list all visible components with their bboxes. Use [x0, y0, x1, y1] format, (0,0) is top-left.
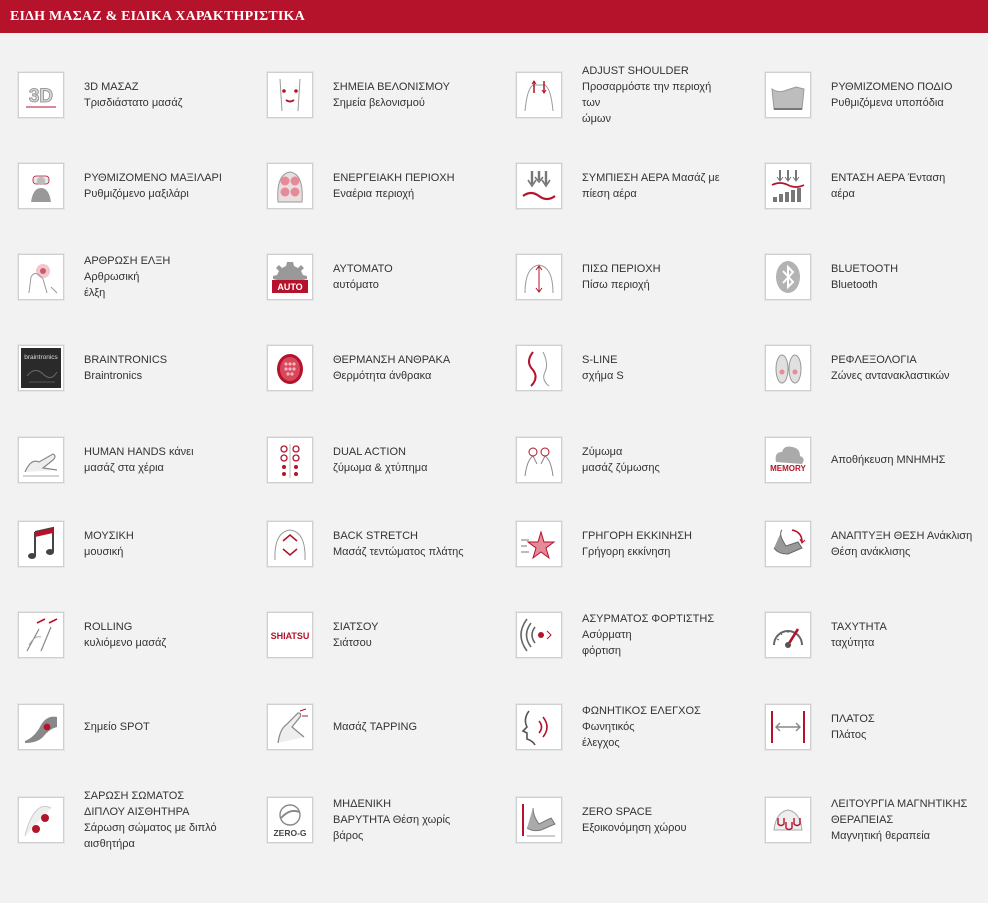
feature-label — [84, 788, 264, 852]
shiatsu-icon — [267, 612, 313, 658]
feature-item — [765, 687, 988, 767]
feature-item — [267, 504, 507, 584]
feature-label-line: Προσαρμόστε την περιοχή — [582, 81, 712, 93]
feature-label-line: ζύμωμα & χτύπημα — [333, 462, 428, 474]
feature-label-line: αισθητήρα — [84, 838, 135, 850]
feature-item — [516, 687, 756, 767]
feature-label-line: ΕΝΕΡΓΕΙΑΚΗ ΠΕΡΙΟΧΗ — [333, 172, 455, 184]
3d-icon — [18, 72, 64, 118]
feature-label-line: Ρυθμιζόμενο μαξιλάρι — [84, 188, 189, 200]
joint-traction-icon — [18, 254, 64, 300]
carbon-heating-icon — [267, 345, 313, 391]
feature-label-line: Σημείο SPOT — [84, 721, 150, 733]
svg-text:AUTO: AUTO — [277, 282, 303, 292]
feature-item — [765, 420, 988, 500]
feature-label-line: Εναέρια περιοχή — [333, 188, 415, 200]
back-area-icon — [516, 254, 562, 300]
feature-label-line: ΘΕΡΑΠΕΙΑΣ — [831, 814, 894, 826]
spot-icon — [18, 704, 64, 750]
zero-space-icon — [516, 797, 562, 843]
svg-text:braintronics: braintronics — [24, 354, 58, 361]
feature-label-line: Μασάζ TAPPING — [333, 721, 418, 733]
feature-item — [18, 687, 258, 767]
feature-item — [18, 237, 258, 317]
feature-item — [267, 687, 507, 767]
feature-label-line: ΣΑΡΩΣΗ ΣΩΜΑΤΟΣ — [84, 790, 185, 802]
feature-label — [582, 170, 762, 202]
feature-label-line: Ασύρματη — [582, 629, 632, 641]
adjust-shoulder-icon — [516, 72, 562, 118]
feature-item — [516, 237, 756, 317]
feature-label-line: μουσική — [84, 546, 124, 558]
feature-label — [831, 711, 988, 743]
feature-label — [333, 528, 513, 560]
feature-item — [18, 420, 258, 500]
feature-item — [18, 504, 258, 584]
voice-control-icon — [516, 704, 562, 750]
feature-label — [333, 444, 513, 476]
feature-label — [333, 261, 513, 293]
feature-label — [84, 253, 264, 301]
feature-label-line: Σιάτσου — [333, 637, 372, 649]
feature-item — [18, 55, 258, 135]
feature-label-line: Αποθήκευση ΜΝΗΜΗΣ — [831, 454, 946, 466]
feature-label-line: των — [582, 97, 601, 109]
feature-item — [18, 595, 258, 675]
feature-label-line: ΛΕΙΤΟΥΡΓΙΑ ΜΑΓΝΗΤΙΚΗΣ — [831, 798, 968, 810]
feature-label-line: ΒΑΡΥΤΗΤΑ Θέση χωρίς — [333, 814, 451, 826]
feature-label-line: Θέση ανάκλισης — [831, 546, 911, 558]
feature-label-line: ADJUST SHOULDER — [582, 65, 689, 77]
feature-label — [84, 352, 264, 384]
s-line-icon — [516, 345, 562, 391]
feature-label — [582, 63, 762, 127]
feature-label — [333, 619, 513, 651]
feature-label-line: S-LINE — [582, 354, 618, 366]
feature-label-line: Τρισδιάστατο μασάζ — [84, 97, 183, 109]
feature-label-line: ΑΥΤΟΜΑΤΟ — [333, 263, 393, 275]
air-compression-icon — [516, 163, 562, 209]
feature-item — [765, 55, 988, 135]
feature-label-line: ΓΡΗΓΟΡΗ ΕΚΚΙΝΗΣΗ — [582, 530, 692, 542]
human-hands-icon — [18, 437, 64, 483]
body-scan-icon — [18, 797, 64, 843]
feature-label-line: Φωνητικός — [582, 721, 635, 733]
wireless-charger-icon — [516, 612, 562, 658]
feature-label-line: ώμων — [582, 113, 612, 125]
feature-label — [84, 528, 264, 560]
footrest-icon — [765, 72, 811, 118]
feature-label-line: ΡΥΘΜΙΖΟΜΕΝΟ ΠΟΔΙΟ — [831, 81, 953, 93]
feature-label-line: φόρτιση — [582, 645, 622, 657]
feature-label — [333, 796, 513, 844]
air-intensity-icon — [765, 163, 811, 209]
feature-label — [831, 79, 988, 111]
feature-label-line: ΤΑΧΥΤΗΤΑ — [831, 621, 887, 633]
feature-label — [831, 452, 988, 468]
feature-label — [831, 170, 988, 202]
feature-label-line: ΑΣΥΡΜΑΤΟΣ ΦΟΡΤΙΣΤΗΣ — [582, 613, 715, 625]
feature-label-line: Σάρωση σώματος με διπλό — [84, 822, 217, 834]
feature-item — [765, 595, 988, 675]
feature-label-line: Μαγνητική θεραπεία — [831, 830, 931, 842]
magnetic-therapy-icon — [765, 797, 811, 843]
speed-icon — [765, 612, 811, 658]
feature-label-line: έλξη — [84, 287, 106, 299]
feature-label-line: ΣΗΜΕΙΑ ΒΕΛΟΝΙΣΜΟΥ — [333, 81, 450, 93]
kneading-icon — [516, 437, 562, 483]
feature-label-line: ΡΥΘΜΙΖΟΜΕΝΟ ΜΑΞΙΛΑΡΙ — [84, 172, 222, 184]
feature-item — [516, 146, 756, 226]
feature-label-line: ΕΝΤΑΣΗ ΑΕΡΑ Ένταση — [831, 172, 946, 184]
feature-label — [831, 796, 988, 844]
section-header — [0, 0, 988, 33]
feature-label-line: DUAL ACTION — [333, 446, 406, 458]
feature-item — [267, 146, 507, 226]
feature-label-line: ΠΙΣΩ ΠΕΡΙΟΧΗ — [582, 263, 661, 275]
feature-label-line: BLUETOOTH — [831, 263, 899, 275]
feature-label — [84, 619, 264, 651]
feature-item — [267, 237, 507, 317]
feature-item — [18, 146, 258, 226]
feature-label-line: πίεση αέρα — [582, 188, 637, 200]
feature-label-line: Ρυθμιζόμενα υποπόδια — [831, 97, 944, 109]
feature-label-line: ΣΙΑΤΣΟΥ — [333, 621, 379, 633]
width-icon — [765, 704, 811, 750]
feature-label-line: ΠΛΑΤΟΣ — [831, 713, 875, 725]
quick-start-icon — [516, 521, 562, 567]
reflexology-icon — [765, 345, 811, 391]
feature-grid — [0, 33, 988, 903]
tapping-icon — [267, 704, 313, 750]
feature-label — [582, 352, 762, 384]
feature-item — [765, 237, 988, 317]
feature-item — [516, 328, 756, 408]
feature-label-line: ΔΙΠΛΟΥ ΑΙΣΘΗΤΗΡΑ — [84, 806, 190, 818]
feature-item — [765, 780, 988, 860]
svg-text:MEMORY: MEMORY — [770, 464, 806, 473]
dual-action-icon — [267, 437, 313, 483]
feature-item — [18, 328, 258, 408]
feature-label — [333, 352, 513, 384]
feature-label-line: ΜΟΥΣΙΚΗ — [84, 530, 134, 542]
feature-label — [84, 444, 264, 476]
feature-label-line: Ζώνες αντανακλαστικών — [831, 370, 950, 382]
feature-label — [333, 79, 513, 111]
feature-label — [831, 261, 988, 293]
acupoints-icon — [267, 72, 313, 118]
feature-label — [582, 444, 762, 476]
bluetooth-icon — [765, 254, 811, 300]
feature-label-line: ΡΕΦΛΕΞΟΛΟΓΙΑ — [831, 354, 917, 366]
feature-label-line: Μασάζ τεντώματος πλάτης — [333, 546, 464, 558]
feature-label-line: BACK STRETCH — [333, 530, 418, 542]
zero-g-icon — [267, 797, 313, 843]
feature-item — [516, 780, 756, 860]
feature-item — [267, 328, 507, 408]
recline-icon — [765, 521, 811, 567]
feature-item — [516, 595, 756, 675]
feature-label-line: ZERO SPACE — [582, 806, 653, 818]
feature-label-line: ROLLING — [84, 621, 133, 633]
feature-item — [765, 328, 988, 408]
feature-item — [765, 146, 988, 226]
feature-item — [516, 55, 756, 135]
energy-area-icon — [267, 163, 313, 209]
feature-label — [333, 719, 513, 735]
feature-item — [765, 504, 988, 584]
feature-label-line: HUMAN HANDS κάνει — [84, 446, 194, 458]
auto-icon — [267, 254, 313, 300]
feature-item — [18, 780, 258, 860]
feature-label-line: έλεγχος — [582, 737, 620, 749]
svg-text:SHIATSU: SHIATSU — [270, 631, 310, 641]
feature-label-line: 3D ΜΑΣΑΖ — [84, 81, 139, 93]
feature-label-line: Πίσω περιοχή — [582, 279, 650, 291]
feature-label — [582, 804, 762, 836]
feature-item — [267, 55, 507, 135]
feature-label — [831, 619, 988, 651]
feature-item — [516, 420, 756, 500]
feature-label-line: μασάζ ζύμωσης — [582, 462, 660, 474]
svg-text:3D: 3D — [28, 86, 54, 107]
back-stretch-icon — [267, 521, 313, 567]
feature-label-line: αυτόματο — [333, 279, 379, 291]
feature-label-line: Αρθρωσική — [84, 271, 140, 283]
feature-item — [267, 595, 507, 675]
feature-label-line: αέρα — [831, 188, 855, 200]
feature-label-line: ταχύτητα — [831, 637, 875, 649]
feature-item — [267, 420, 507, 500]
feature-item — [516, 504, 756, 584]
feature-label-line: κυλιόμενο μασάζ — [84, 637, 167, 649]
pillow-icon — [18, 163, 64, 209]
feature-label — [582, 528, 762, 560]
feature-label-line: Ζύμωμα — [582, 446, 623, 458]
feature-label-line: βάρος — [333, 830, 364, 842]
feature-label — [333, 170, 513, 202]
feature-label-line: μασάζ στα χέρια — [84, 462, 164, 474]
feature-label-line: ΣΥΜΠΙΕΣΗ ΑΕΡΑ Μασάζ με — [582, 172, 720, 184]
feature-label — [582, 611, 762, 659]
feature-label-line: Πλάτος — [831, 729, 867, 741]
section-title: ΕΙΔΗ ΜΑΣΑΖ & ΕΙΔΙΚΑ ΧΑΡΑΚΤΗΡΙΣΤΙΚΑ — [10, 8, 305, 24]
feature-item — [267, 780, 507, 860]
braintronics-icon — [18, 345, 64, 391]
feature-label-line: BRAINTRONICS — [84, 354, 168, 366]
feature-label-line: σχήμα S — [582, 370, 624, 382]
feature-label-line: Γρήγορη εκκίνηση — [582, 546, 671, 558]
feature-label-line: Braintronics — [84, 370, 143, 382]
feature-label — [582, 703, 762, 751]
feature-label-line: ΘΕΡΜΑΝΣΗ ΑΝΘΡΑΚΑ — [333, 354, 451, 366]
feature-label-line: ΑΡΘΡΩΣΗ ΕΛΞΗ — [84, 255, 171, 267]
svg-text:ZERO-G: ZERO-G — [273, 828, 307, 838]
feature-label — [84, 719, 264, 735]
memory-icon — [765, 437, 811, 483]
feature-label — [84, 79, 264, 111]
feature-label — [831, 352, 988, 384]
feature-label-line: ΜΗΔΕΝΙΚΗ — [333, 798, 392, 810]
feature-label-line: Σημεία βελονισμού — [333, 97, 425, 109]
feature-label — [582, 261, 762, 293]
feature-label — [831, 528, 988, 560]
music-icon — [18, 521, 64, 567]
feature-label-line: ΦΩΝΗΤΙΚΟΣ ΕΛΕΓΧΟΣ — [582, 705, 701, 717]
feature-label-line: Εξοικονόμηση χώρου — [582, 822, 687, 834]
rolling-icon — [18, 612, 64, 658]
feature-label — [84, 170, 264, 202]
feature-label-line: ΑΝΑΠΤΥΞΗ ΘΕΣΗ Ανάκλιση — [831, 530, 973, 542]
feature-label-line: Θερμότητα άνθρακα — [333, 370, 432, 382]
feature-label-line: Bluetooth — [831, 279, 878, 291]
